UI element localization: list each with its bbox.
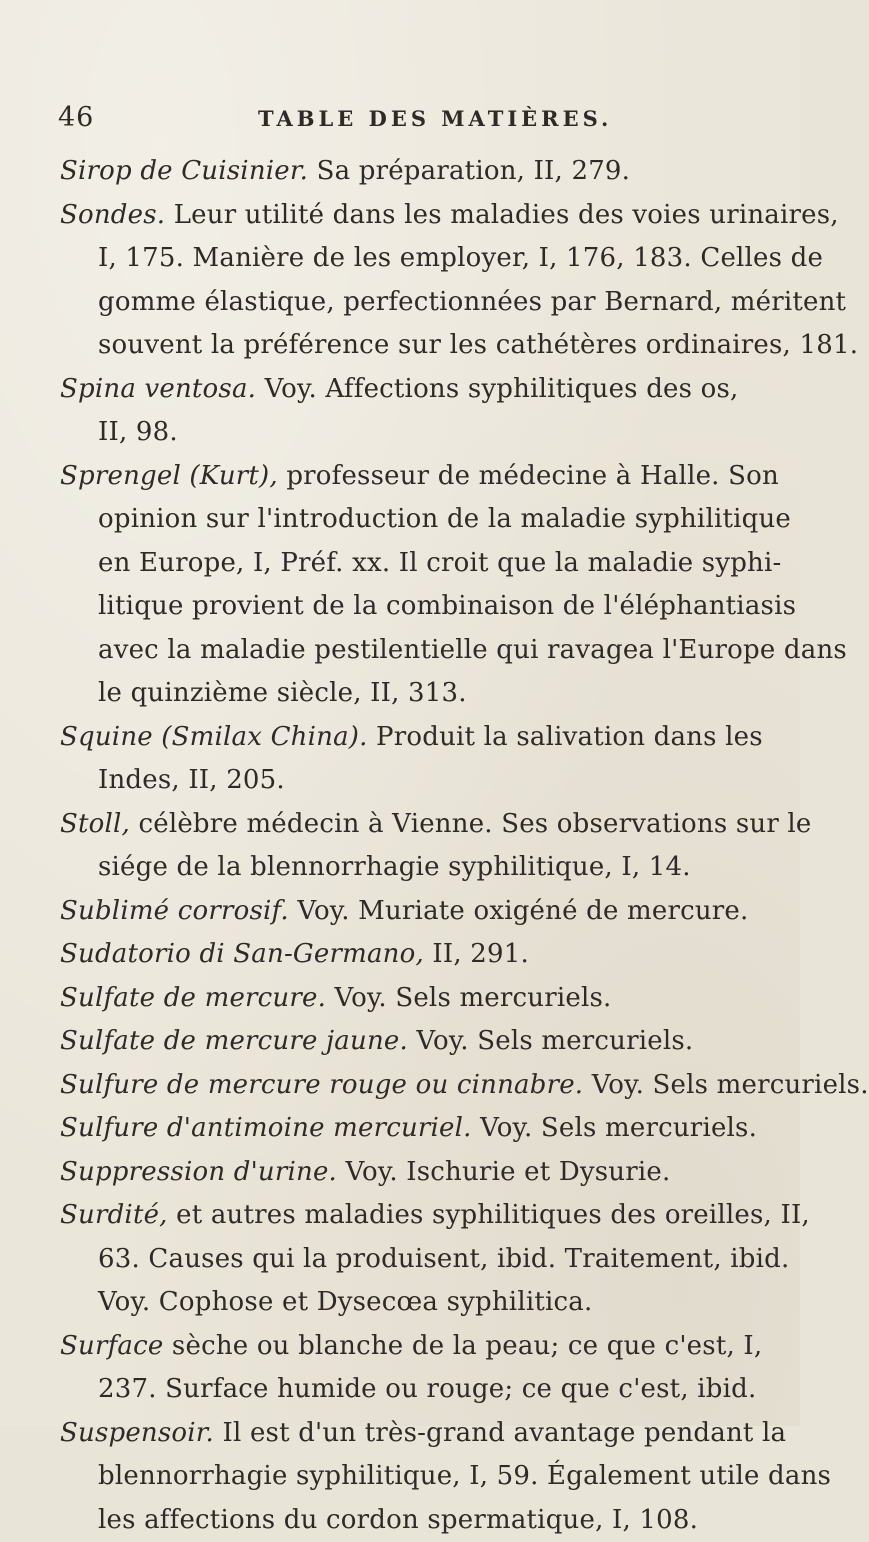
index-term: Spina ventosa. (60, 374, 256, 404)
index-term: Sulfate de mercure. (60, 983, 326, 1013)
page-header (58, 96, 740, 140)
index-line (60, 324, 760, 368)
index-line (60, 1499, 760, 1542)
index-text: siége de la blennorrhagie syphilitique, I, 14. (98, 852, 691, 882)
index-text: et autres maladies syphilitiques des oreilles, II, (168, 1200, 810, 1230)
index-text: Leur utilité dans les maladies des voies urinaires, (165, 200, 839, 230)
index-term: Sprengel (Kurt), (60, 461, 278, 491)
index-text: souvent la préférence sur les cathétères ordinaires, 181. (98, 330, 858, 360)
index-term: Stoll, (60, 809, 130, 839)
index-term: Surdité, (60, 1200, 168, 1230)
index-text: Produit la salivation dans les (368, 722, 763, 752)
index-term: Sondes. (60, 200, 165, 230)
index-text: le quinzième siècle, II, 313. (98, 678, 467, 708)
index-text: Voy. Affections syphilitiques des os, (256, 374, 738, 404)
index-text: gomme élastique, perfectionnées par Bernard, méritent (98, 287, 846, 317)
index-line (60, 1325, 760, 1369)
running-title: TABLE DES MATIÈRES. (258, 106, 612, 131)
index-line (60, 977, 760, 1021)
index-text: blennorrhagie syphilitique, I, 59. Également utile dans (98, 1461, 831, 1491)
index-text: avec la maladie pestilentielle qui ravagea l'Europe dans (98, 635, 847, 665)
index-text: Il est d'un très-grand avantage pendant la (214, 1418, 786, 1448)
index-term: Sulfure d'antimoine mercuriel. (60, 1113, 472, 1143)
index-text: Voy. Ischurie et Dysurie. (337, 1157, 670, 1187)
index-text: professeur de médecine à Halle. Son (278, 461, 779, 491)
index-line (60, 542, 760, 586)
index-line (60, 672, 760, 716)
index-line (60, 368, 760, 412)
index-text: II, 291. (424, 939, 529, 969)
index-text: Voy. Sels mercuriels. (326, 983, 611, 1013)
index-line (60, 803, 760, 847)
index-text: en Europe, I, Préf. xx. Il croit que la maladie syphi- (98, 548, 782, 578)
index-text: Voy. Sels mercuriels. (472, 1113, 757, 1143)
index-text: I, 175. Manière de les employer, I, 176, 183. Celles de (98, 243, 823, 273)
index-line (60, 1194, 760, 1238)
index-line (60, 1064, 760, 1108)
index-term: Sulfate de mercure jaune. (60, 1026, 408, 1056)
index-text: 237. Surface humide ou rouge; ce que c'est, ibid. (98, 1374, 756, 1404)
index-text: Voy. Sels mercuriels. (408, 1026, 693, 1056)
index-text: Sa préparation, II, 279. (308, 156, 630, 186)
index-text: les affections du cordon spermatique, I, 108. (98, 1505, 698, 1535)
index-line (60, 281, 760, 325)
index-line (60, 1238, 760, 1282)
index-line (60, 585, 760, 629)
index-term: Sublimé corrosif. (60, 896, 289, 926)
index-line (60, 1107, 760, 1151)
page-number: 46 (58, 102, 94, 133)
index-line (60, 1412, 760, 1456)
index-line (60, 498, 760, 542)
index-line (60, 194, 760, 238)
index-term: Surface (60, 1331, 163, 1361)
index-line (60, 237, 760, 281)
index-text: opinion sur l'introduction de la maladie syphilitique (98, 504, 791, 534)
index-text: litique provient de la combinaison de l'éléphantiasis (98, 591, 796, 621)
index-term: Sulfure de mercure rouge ou cinnabre. (60, 1070, 583, 1100)
index-text: Voy. Sels mercuriels. (583, 1070, 868, 1100)
index-line (60, 759, 760, 803)
index-entries (60, 150, 760, 1542)
index-line (60, 1281, 760, 1325)
index-text: Voy. Muriate oxigéné de mercure. (289, 896, 749, 926)
index-text: Voy. Cophose et Dysecœa syphilitica. (98, 1287, 592, 1317)
index-text: sèche ou blanche de la peau; ce que c'est, I, (163, 1331, 762, 1361)
index-text: Indes, II, 205. (98, 765, 285, 795)
index-line (60, 1151, 760, 1195)
index-term: Sudatorio di San-Germano, (60, 939, 424, 969)
index-term: Suspensoir. (60, 1418, 214, 1448)
index-line (60, 890, 760, 934)
index-line (60, 455, 760, 499)
index-text: 63. Causes qui la produisent, ibid. Traitement, ibid. (98, 1244, 789, 1274)
index-text: II, 98. (98, 417, 178, 447)
index-line (60, 933, 760, 977)
index-line (60, 716, 760, 760)
index-line (60, 1455, 760, 1499)
index-term: Suppression d'urine. (60, 1157, 337, 1187)
index-line (60, 150, 760, 194)
index-line (60, 1368, 760, 1412)
index-term: Sirop de Cuisinier. (60, 156, 308, 186)
index-line (60, 411, 760, 455)
index-line (60, 629, 760, 673)
index-term: Squine (Smilax China). (60, 722, 368, 752)
index-text: célèbre médecin à Vienne. Ses observations sur le (130, 809, 812, 839)
index-line (60, 846, 760, 890)
index-line (60, 1020, 760, 1064)
